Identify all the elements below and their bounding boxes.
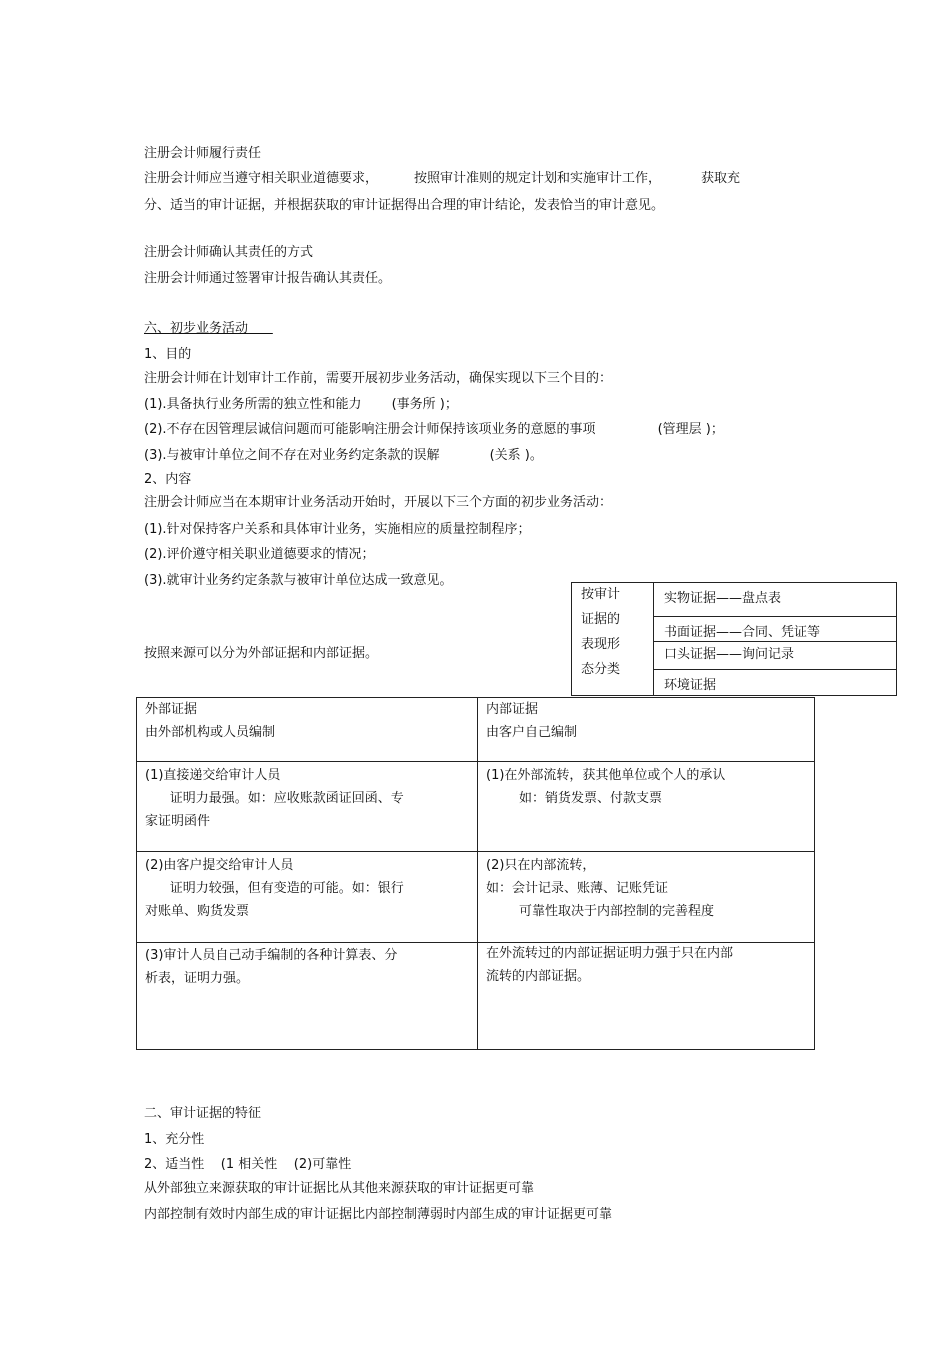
evidence-source-table (136, 697, 815, 1050)
cell-line: (1)在外部流转，获其他单位或个人的承认 (486, 768, 726, 783)
cell-line: 如：销货发票、付款支票 (486, 791, 663, 806)
intro-line-2c: 获取充 (701, 171, 741, 186)
goal-item-2-text: (2).不存在因管理层诚信问题而可能影响注册会计师保持该项业务的意愿的事项 (144, 422, 596, 437)
cell-line: (2)只在内部流转， (486, 858, 596, 873)
intro-line-1: 注册会计师履行责任 (144, 146, 262, 161)
classification-row (654, 583, 896, 616)
external-evidence-header (145, 698, 275, 744)
evidence-form-classification (571, 582, 897, 696)
classification-row (654, 669, 896, 697)
source-text: 按照来源可以分为外部证据和内部证据。 (144, 646, 379, 661)
section2-item-1: 1、充分性 (144, 1132, 205, 1147)
classification-row (654, 641, 896, 669)
goal-text: 注册会计师在计划审计工作前，需要开展初步业务活动，确保实现以下三个目的： (144, 371, 613, 386)
cell-line: 如：会计记录、账薄、记账凭证 (486, 881, 669, 896)
intro-line-5: 注册会计师通过签署审计报告确认其责任。 (144, 271, 392, 286)
classification-label-line: 证据的 (581, 612, 621, 627)
classification-row-text: 口头证据——询问记录 (664, 647, 795, 662)
goal-item-3 (144, 447, 543, 465)
cell-line: 由外部机构或人员编制 (145, 725, 276, 740)
content-item-1: (1).针对保持客户关系和具体审计业务，实施相应的质量控制程序； (144, 522, 531, 537)
goal-title: 1、目的 (144, 347, 192, 362)
external-evidence-row-2 (145, 854, 404, 923)
section2-line-3: 从外部独立来源获取的审计证据比从其他来源获取的审计证据更可靠 (144, 1181, 535, 1196)
external-evidence-row-3 (145, 944, 397, 990)
cell-line: (3)审计人员自己动手编制的各种计算表、分 (145, 948, 398, 963)
content-item-3: (3).就审计业务约定条款与被审计单位达成一致意见。 (144, 573, 453, 588)
cell-line: (1)直接递交给审计人员 (145, 768, 281, 783)
intro-line-3: 分、适当的审计证据，并根据获取的审计证据得出合理的审计结论，发表恰当的审计意见。 (144, 198, 665, 213)
cell-line: 家证明函件 (145, 814, 211, 829)
goal-item-2 (144, 421, 724, 439)
goal-item-2-note: (管理层 )； (657, 422, 724, 437)
content-text: 注册会计师应当在本期审计业务活动开始时，开展以下三个方面的初步业务活动： (144, 495, 613, 510)
cell-line: 流转的内部证据。 (486, 969, 591, 984)
section6-heading-text: 六、初步业务活动 (144, 321, 249, 336)
intro-line-4: 注册会计师确认其责任的方式 (144, 245, 314, 260)
content-item-2: (2).评价遵守相关职业道德要求的情况； (144, 547, 375, 562)
section2-line-4: 内部控制有效时内部生成的审计证据比内部控制薄弱时内部生成的审计证据更可靠 (144, 1207, 613, 1222)
cell-line: 内部证据 (486, 702, 539, 717)
classification-row-text: 实物证据——盘点表 (664, 591, 782, 606)
section6-heading (144, 320, 273, 338)
classification-row (654, 616, 896, 642)
cell-line: 析表，证明力强。 (145, 971, 250, 986)
goal-item-1-note: (事务所 )； (391, 397, 458, 412)
internal-evidence-header (486, 698, 577, 744)
goal-item-1 (144, 396, 458, 414)
classification-label-line: 表现形 (581, 637, 621, 652)
classification-row-text: 环境证据 (664, 678, 717, 693)
cell-line: 在外流转过的内部证据证明力强于只在内部 (486, 946, 734, 961)
goal-item-3-text: (3).与被审计单位之间不存在对业务约定条款的误解 (144, 448, 440, 463)
cell-line: 外部证据 (145, 702, 198, 717)
classification-label-line: 态分类 (581, 662, 621, 677)
internal-evidence-row-2 (486, 854, 714, 923)
intro-line-2a: 注册会计师应当遵守相关职业道德要求， (144, 171, 379, 186)
goal-item-3-note: (关系 )。 (489, 448, 543, 463)
cell-line: (2)由客户提交给审计人员 (145, 858, 294, 873)
internal-evidence-row-1 (486, 764, 725, 810)
content-title: 2、内容 (144, 472, 192, 487)
external-evidence-row-1 (145, 764, 404, 833)
cell-line: 由客户自己编制 (486, 725, 578, 740)
classification-label (572, 583, 654, 695)
section2-heading: 二、审计证据的特征 (144, 1106, 262, 1121)
cell-line: 证明力最强。如：应收账款函证回函、专 (145, 791, 404, 806)
cell-line: 可靠性取决于内部控制的完善程度 (486, 904, 715, 919)
classification-label-line: 按审计 (581, 587, 621, 602)
goal-item-1-text: (1).具备执行业务所需的独立性和能力 (144, 397, 362, 412)
cell-line: 对账单、购货发票 (145, 904, 250, 919)
classification-row-text: 书面证据——合同、凭证等 (664, 625, 821, 640)
intro-line-2b: 按照审计准则的规定计划和实施审计工作， (414, 171, 662, 186)
section2-item-2: 2、适当性 (1 相关性 (2)可靠性 (144, 1157, 352, 1172)
cell-line: 证明力较强，但有变造的可能。如：银行 (145, 881, 404, 896)
intro-line-2 (144, 170, 740, 188)
internal-evidence-row-3 (486, 942, 733, 988)
